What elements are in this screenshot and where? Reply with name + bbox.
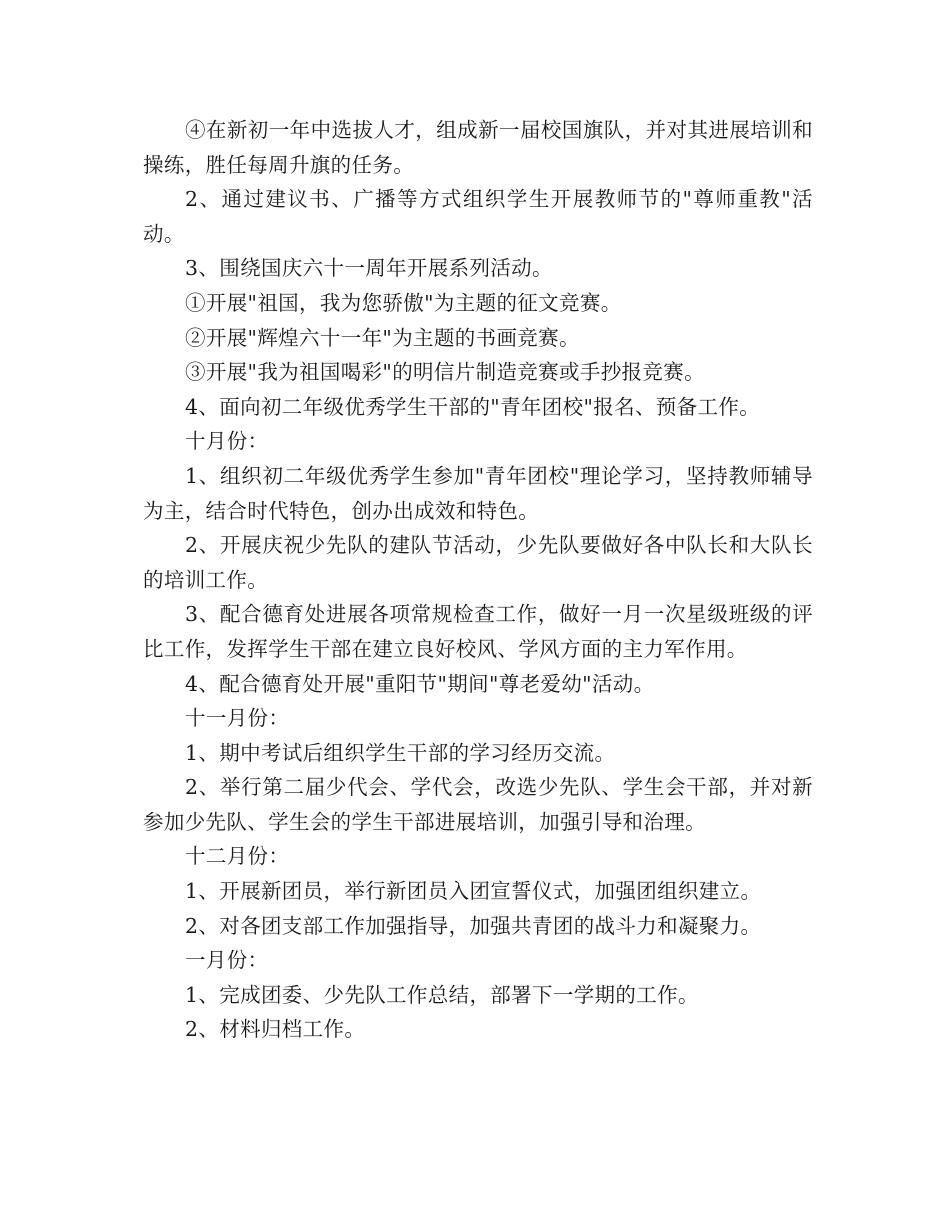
paragraph: 1、组织初二年级优秀学生参加"青年团校"理论学习，坚持教师辅导为主，结合时代特色，创办出成效和特色。 [143, 463, 813, 523]
paragraph: 1、期中考试后组织学生干部的学习经历交流。 [185, 740, 616, 765]
paragraph: 4、面向初二年级优秀学生干部的"青年团校"报名、预备工作。 [185, 394, 761, 419]
section-heading: 一月份： [185, 948, 269, 973]
section-heading: 十二月份： [185, 844, 290, 869]
paragraph: 2、通过建议书、广播等方式组织学生开展教师节的"尊师重教"活动。 [143, 187, 813, 246]
section-heading: 十月份： [185, 429, 269, 454]
paragraph: 1、开展新团员，举行新团员入团宣誓仪式，加强团组织建立。 [185, 879, 762, 904]
paragraph: ①开展"祖国，我为您骄傲"为主题的征文竞赛。 [185, 290, 622, 315]
paragraph: 3、配合德育处进展各项常规检查工作，做好一月一次星级班级的评比工作，发挥学生干部在建立良好校风、学风方面的主力军作用。 [143, 602, 813, 661]
section-heading: 十一月份： [185, 706, 290, 731]
paragraph: ③开展"我为祖国喝彩"的明信片制造竞赛或手抄报竞赛。 [185, 360, 705, 385]
paragraph: 2、材料归档工作。 [185, 1017, 366, 1042]
paragraph: 2、举行第二届少代会、学代会，改选少先队、学生会干部，并对新参加少先队、学生会的学生干部进展培训，加强引导和治理。 [143, 775, 813, 834]
paragraph: 3、围绕国庆六十一周年开展系列活动。 [185, 256, 553, 281]
paragraph: 2、开展庆祝少先队的建队节活动，少先队要做好各中队长和大队长的培训工作。 [143, 533, 813, 592]
paragraph: 2、对各团支部工作加强指导，加强共青团的战斗力和凝聚力。 [185, 913, 762, 938]
paragraph: ②开展"辉煌六十一年"为主题的书画竞赛。 [185, 325, 580, 350]
paragraph: ④在新初一年中选拔人才，组成新一届校国旗队，并对其进展培训和操练，胜任每周升旗的任务。 [143, 118, 813, 177]
document-body [143, 113, 813, 1047]
paragraph: 4、配合德育处开展"重阳节"期间"尊老爱幼"活动。 [185, 671, 655, 696]
paragraph: 1、完成团委、少先队工作总结，部署下一学期的工作。 [185, 982, 699, 1007]
